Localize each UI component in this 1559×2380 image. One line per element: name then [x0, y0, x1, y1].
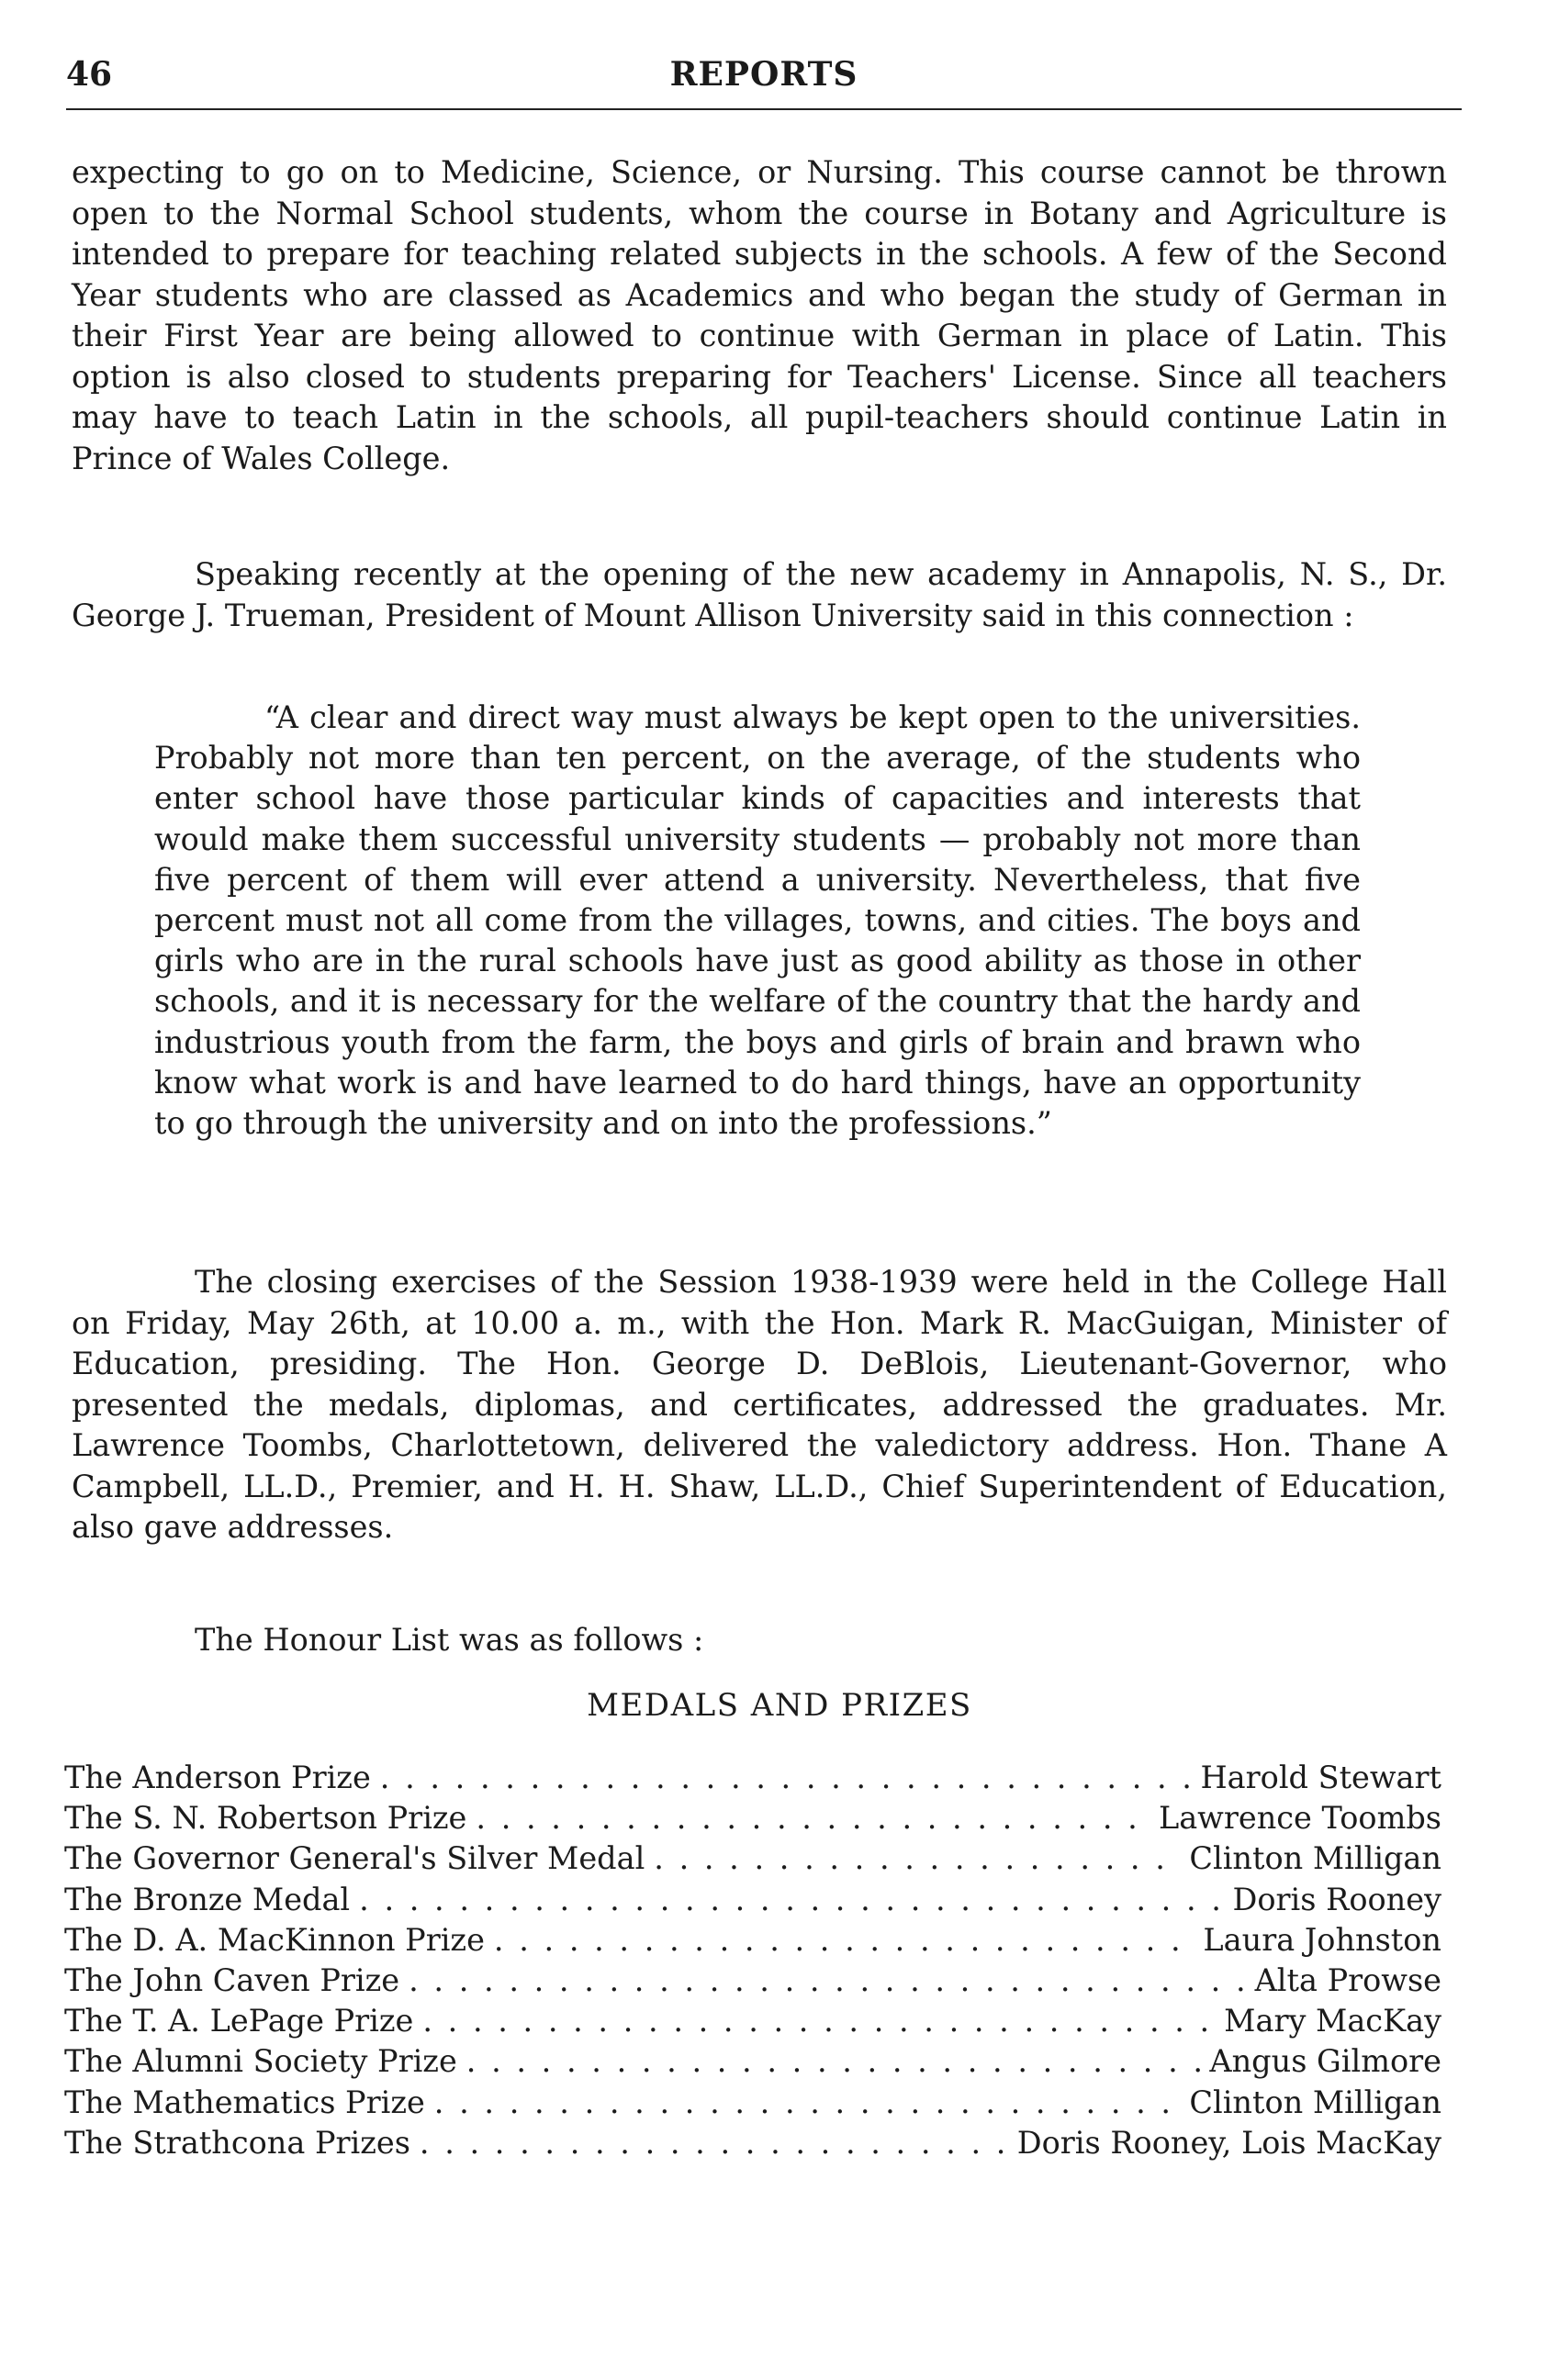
- prize-row: [64, 2001, 1441, 2041]
- header-rule: [66, 108, 1462, 110]
- prize-row: [64, 2083, 1441, 2123]
- prize-list: [64, 1758, 1441, 2163]
- page-number: 46: [66, 55, 113, 94]
- prize-winner: Alta Prowse: [1254, 1961, 1441, 1998]
- prize-winner: Angus Gilmore: [1209, 2043, 1441, 2080]
- dot-leader: [654, 1838, 1180, 1879]
- prize-name: The T. A. LePage Prize: [64, 2003, 414, 2039]
- prize-row: [64, 1838, 1441, 1879]
- prize-name: The D. A. MacKinnon Prize: [64, 1921, 485, 1958]
- dot-leader: [434, 2083, 1181, 2123]
- dot-leader: [359, 1880, 1223, 1920]
- prize-winner: Mary MacKay: [1224, 2003, 1441, 2039]
- prize-name: The Bronze Medal: [64, 1881, 351, 1917]
- prize-name: The Mathematics Prize: [64, 2084, 425, 2120]
- prize-winner: Clinton Milligan: [1189, 1840, 1441, 1877]
- body-paragraph-closing-exercises: The closing exercises of the Session 1938-1939 were held in the College Hall on Friday, May 26th, at 10.00 a. m., with the Hon. Mark R. MacGuigan, Minister of Education, presiding. The Hon. George D. DeBlois, Lieutenant-Governor, who presented the medals, diplomas, and certificates, addressed the graduates. Mr. Lawrence Toombs, Charlottetown, delivered the valedictory address. Hon. Thane A Campbell, LL.D., Premier, and H. H. Shaw, LL.D., Chief Superintendent of Education, also gave addresses.: [72, 1264, 1447, 1545]
- prize-winner: Lawrence Toombs: [1158, 1800, 1441, 1837]
- body-paragraph-honour-list: The Honour List was as follows :: [195, 1622, 704, 1658]
- prize-row: [64, 1880, 1441, 1920]
- prize-row: [64, 1961, 1441, 2001]
- prize-winner: Doris Rooney, Lois MacKay: [1016, 2124, 1441, 2161]
- prize-winner: Doris Rooney: [1232, 1881, 1441, 1917]
- prize-name: The Alumni Society Prize: [64, 2043, 457, 2080]
- prize-winner: Harold Stewart: [1200, 1760, 1441, 1795]
- dot-leader: [380, 1758, 1192, 1798]
- medals-section-heading: MEDALS AND PRIZES: [587, 1687, 972, 1724]
- prize-row: [64, 2123, 1441, 2163]
- block-quotation: “A clear and direct way must always be kept open to the universities. Probably not more than ten percent, on the average, of the students who enter school have those particular kinds of capacities and interests that would make them successful university students — probably not more than five percent of them will ever attend a university. Nevertheless, that five percent must not all come from the villages, towns, and cities. The boys and girls who are in the rural schools have just as good ability as those in other schools, and it is necessary for the welfare of the country that the hardy and industrious youth from the farm, the boys and girls of brain and brawn who know what work is and have learned to do hard things, have an opportunity to go through the university and on into the professions.”: [154, 699, 1361, 1142]
- dot-leader: [409, 1961, 1245, 2001]
- prize-row: [64, 1758, 1441, 1798]
- prize-name: The S. N. Robertson Prize: [64, 1800, 467, 1837]
- prize-row: [64, 2041, 1441, 2082]
- prize-row: [64, 1920, 1441, 1961]
- prize-winner: Laura Johnston: [1203, 1921, 1441, 1958]
- prize-name: The John Caven Prize: [64, 1961, 400, 1998]
- prize-winner: Clinton Milligan: [1189, 2084, 1441, 2120]
- dot-leader: [422, 2001, 1215, 2041]
- running-head-title: REPORTS: [669, 55, 858, 94]
- prize-name: The Governor General's Silver Medal: [64, 1840, 645, 1877]
- dot-leader: [494, 1920, 1194, 1961]
- prize-name: The Anderson Prize: [64, 1760, 371, 1795]
- prize-row: [64, 1798, 1441, 1838]
- page-header: [66, 48, 1462, 103]
- dot-leader: [476, 1798, 1150, 1838]
- body-paragraph-trueman-intro: Speaking recently at the opening of the new academy in Annapolis, N. S., Dr. George J. Trueman, President of Mount Allison University said in this connection :: [72, 556, 1447, 633]
- prize-name: The Strathcona Prizes: [64, 2124, 410, 2161]
- dot-leader: [466, 2041, 1201, 2082]
- body-paragraph-continuation: expecting to go on to Medicine, Science, or Nursing. This course cannot be thrown open to the Normal School students, whom the course in Botany and Agriculture is intended to prepare for teaching related subjects in the schools. A few of the Second Year students who are classed as Academics and who began the study of German in their First Year are being allowed to continue with German in place of Latin. This option is also closed to students preparing for Teachers' License. Since all teachers may have to teach Latin in the schools, all pupil-teachers should continue Latin in Prince of Wales College.: [72, 154, 1447, 476]
- dot-leader: [420, 2123, 1008, 2163]
